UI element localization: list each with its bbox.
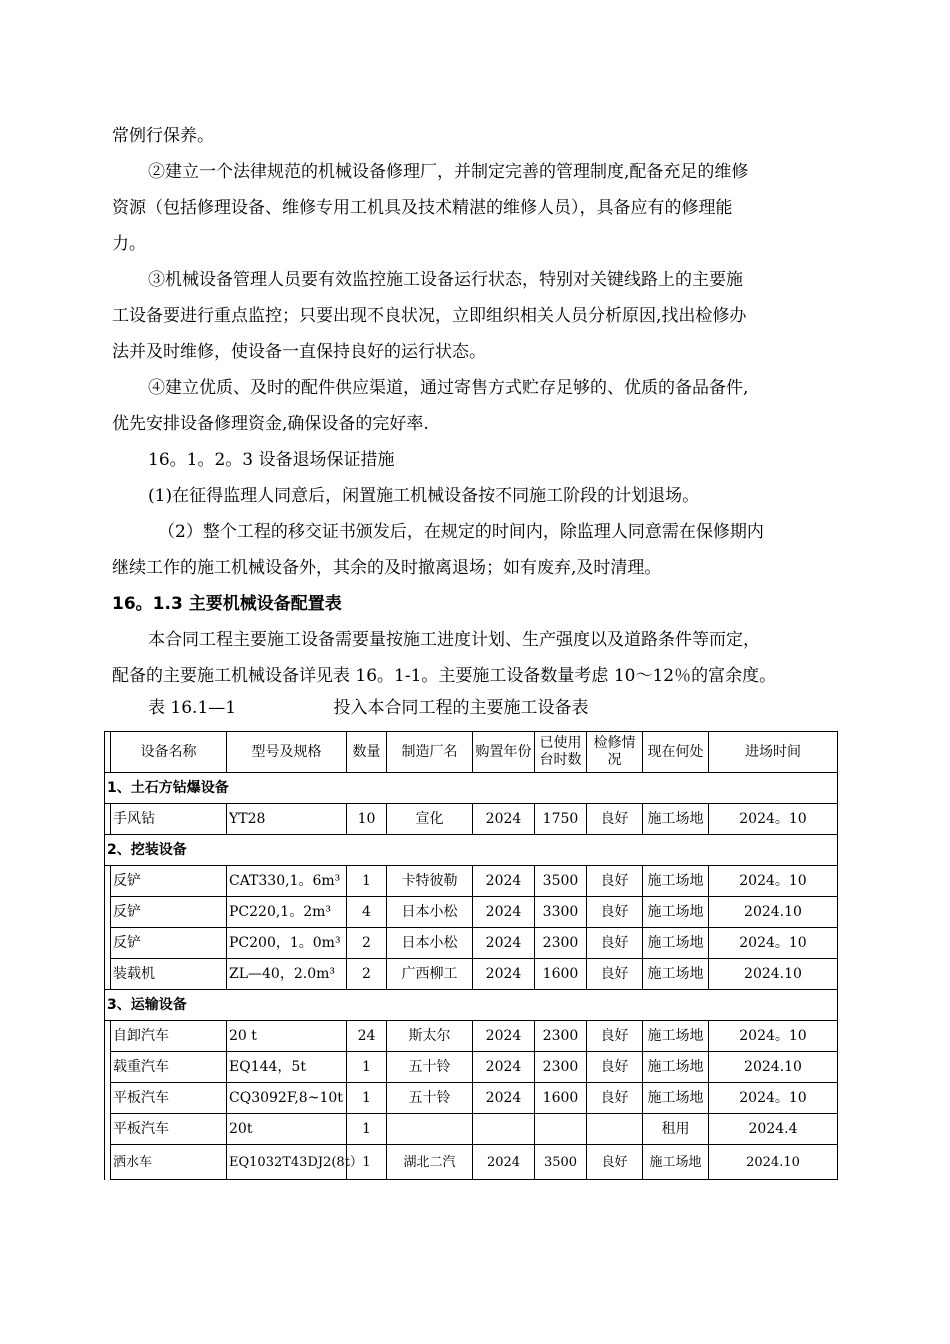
cell-name: 载重汽车 [111,1052,227,1083]
cell-maker: 斯太尔 [387,1021,473,1052]
cell-qty: 24 [347,1021,387,1052]
text-line: 配备的主要施工机械设备详见表 16。1-1。主要施工设备数量考虑 10～12％的富余度。 [112,666,777,686]
text-line: ④建立优质、及时的配件供应渠道，通过寄售方式贮存足够的、优质的备品备件, [148,378,749,398]
paragraph-4 [112,370,842,442]
cell-hours [535,1114,587,1145]
subsection-title: 16。1。2。3 设备退场保证措施 [148,450,395,470]
paragraph-6 [112,478,842,514]
cell-entry: 2024.10 [709,897,838,928]
header-location: 现在何处 [643,732,709,773]
cell-qty: 1 [347,1114,387,1145]
text-line: 法并及时维修，使设备一直保持良好的运行状态。 [112,342,486,362]
text-line: ③机械设备管理人员要有效监控施工设备运行状态，特别对关键线路上的主要施 [148,270,743,290]
cell-model: CQ3092F,8~10t [227,1083,347,1114]
text-line: 本合同工程主要施工设备需要量按施工进度计划、生产强度以及道路条件等而定， [148,630,760,650]
cell-entry: 2024.10 [709,1052,838,1083]
cell-year: 2024 [473,866,535,897]
table-section-row [105,835,838,866]
cell-maker: 宣化 [387,804,473,835]
header-entry: 进场时间 [709,732,838,773]
cell-year: 2024 [473,1021,535,1052]
cell-status: 良好 [587,866,643,897]
table-section-row [105,773,838,804]
cell-name: 装载机 [111,959,227,990]
cell-maker: 广西柳工 [387,959,473,990]
cell-status: 良好 [587,1052,643,1083]
cell-year: 2024 [473,1145,535,1180]
cell-entry: 2024。10 [709,1083,838,1114]
cell-maker: 湖北二汽 [387,1145,473,1180]
header-status: 检修情况 [587,732,643,773]
table-row [105,1052,838,1083]
cell-model: ZL—40，2.0m³ [227,959,347,990]
cell-year: 2024 [473,804,535,835]
cell-name: 洒水车 [111,1145,227,1180]
table-row [105,866,838,897]
paragraph-1 [112,118,842,154]
section-heading: 16。1.3 主要机械设备配置表 [112,594,342,614]
table-number: 表 16.1—1 [148,698,237,718]
header-name: 设备名称 [111,732,227,773]
cell-location: 施工场地 [643,866,709,897]
cell-entry: 2024。10 [709,866,838,897]
cell-hours: 1600 [535,959,587,990]
cell-model: 20t [227,1114,347,1145]
table-title: 投入本合同工程的主要施工设备表 [333,698,589,718]
paragraph-8 [112,622,842,694]
header-qty: 数量 [347,732,387,773]
cell-name: 反铲 [111,866,227,897]
cell-model: EQ144，5t [227,1052,347,1083]
cell-name: 平板汽车 [111,1083,227,1114]
paragraph-7 [112,514,842,586]
header-maker: 制造厂名 [387,732,473,773]
cell-model: PC200，1。0m³ [227,928,347,959]
cell-model: 20 t [227,1021,347,1052]
cell-location: 施工场地 [643,959,709,990]
cell-name: 平板汽车 [111,1114,227,1145]
cell-location: 施工场地 [643,1021,709,1052]
section-title: 3、运输设备 [105,990,838,1021]
cell-qty: 2 [347,959,387,990]
cell-model: YT28 [227,804,347,835]
cell-hours: 1750 [535,804,587,835]
table-row [105,928,838,959]
section-title: 2、挖装设备 [105,835,838,866]
header-year: 购置年份 [473,732,535,773]
cell-location: 施工场地 [643,1145,709,1180]
text-line: ②建立一个法律规范的机械设备修理厂，并制定完善的管理制度,配备充足的维修 [148,162,749,182]
cell-qty: 4 [347,897,387,928]
cell-maker: 卡特彼勒 [387,866,473,897]
paragraph-2 [112,154,842,262]
cell-qty: 10 [347,804,387,835]
table-section-row [105,990,838,1021]
cell-status: 良好 [587,897,643,928]
cell-hours: 3300 [535,897,587,928]
cell-qty: 1 [347,1083,387,1114]
text-line: （2）整个工程的移交证书颁发后，在规定的时间内，除监理人同意需在保修期内 [158,522,764,542]
equipment-table [104,731,838,1180]
table-row [105,897,838,928]
cell-maker: 五十铃 [387,1083,473,1114]
cell-model: CAT330,1。6m³ [227,866,347,897]
cell-qty: 2 [347,928,387,959]
cell-name: 反铲 [111,928,227,959]
cell-entry: 2024。10 [709,804,838,835]
table-row [105,959,838,990]
text-line: 资源（包括修理设备、维修专用工机具及技术精湛的维修人员），具备应有的修理能 [112,198,733,218]
cell-location: 施工场地 [643,897,709,928]
cell-qty: 1 [347,1145,387,1180]
table-row [105,1083,838,1114]
cell-hours: 3500 [535,1145,587,1180]
cell-name: 自卸汽车 [111,1021,227,1052]
cell-location: 施工场地 [643,1083,709,1114]
cell-year: 2024 [473,928,535,959]
cell-maker [387,1114,473,1145]
cell-status: 良好 [587,1145,643,1180]
cell-hours: 2300 [535,1021,587,1052]
cell-status: 良好 [587,928,643,959]
cell-hours: 2300 [535,928,587,959]
cell-status: 良好 [587,804,643,835]
paragraph-5 [112,442,842,478]
cell-model: EQ1032T43DJ2(8t） [227,1145,347,1180]
text-line: (1)在征得监理人同意后，闲置施工机械设备按不同施工阶段的计划退场。 [148,486,700,506]
cell-year: 2024 [473,1052,535,1083]
cell-location: 施工场地 [643,804,709,835]
cell-qty: 1 [347,1052,387,1083]
cell-location: 施工场地 [643,928,709,959]
cell-maker: 日本小松 [387,897,473,928]
header-model: 型号及规格 [227,732,347,773]
cell-entry: 2024.10 [709,959,838,990]
text-line: 工设备要进行重点监控；只要出现不良状况，立即组织相关人员分析原因,找出检修办 [112,306,747,326]
cell-year: 2024 [473,959,535,990]
table-caption [148,690,588,726]
cell-year: 2024 [473,1083,535,1114]
cell-maker: 日本小松 [387,928,473,959]
cell-entry: 2024。10 [709,928,838,959]
header-hours: 已使用台时数 [535,732,587,773]
table-body [105,773,838,1180]
cell-hours: 2300 [535,1052,587,1083]
table-row [105,1145,838,1180]
table-row [105,804,838,835]
section-title: 1、土石方钻爆设备 [105,773,838,804]
table-row [105,1114,838,1145]
cell-model: PC220,1。2m³ [227,897,347,928]
text-line: 力。 [112,234,146,254]
table-row [105,1021,838,1052]
text-line: 继续工作的施工机械设备外，其余的及时撤离退场；如有废弃,及时清理。 [112,558,662,578]
table-header-row [105,732,838,773]
cell-name: 手风钻 [111,804,227,835]
cell-maker: 五十铃 [387,1052,473,1083]
cell-status: 良好 [587,959,643,990]
text-line: 常例行保养。 [112,126,214,146]
cell-hours: 3500 [535,866,587,897]
cell-hours: 1600 [535,1083,587,1114]
cell-status: 良好 [587,1021,643,1052]
cell-location: 租用 [643,1114,709,1145]
cell-year: 2024 [473,897,535,928]
text-line: 优先安排设备修理资金,确保设备的完好率. [112,414,429,434]
cell-name: 反铲 [111,897,227,928]
cell-entry: 2024.10 [709,1145,838,1180]
cell-status [587,1114,643,1145]
cell-status: 良好 [587,1083,643,1114]
cell-location: 施工场地 [643,1052,709,1083]
cell-qty: 1 [347,866,387,897]
cell-year [473,1114,535,1145]
cell-entry: 2024。10 [709,1021,838,1052]
paragraph-3 [112,262,842,370]
cell-entry: 2024.4 [709,1114,838,1145]
